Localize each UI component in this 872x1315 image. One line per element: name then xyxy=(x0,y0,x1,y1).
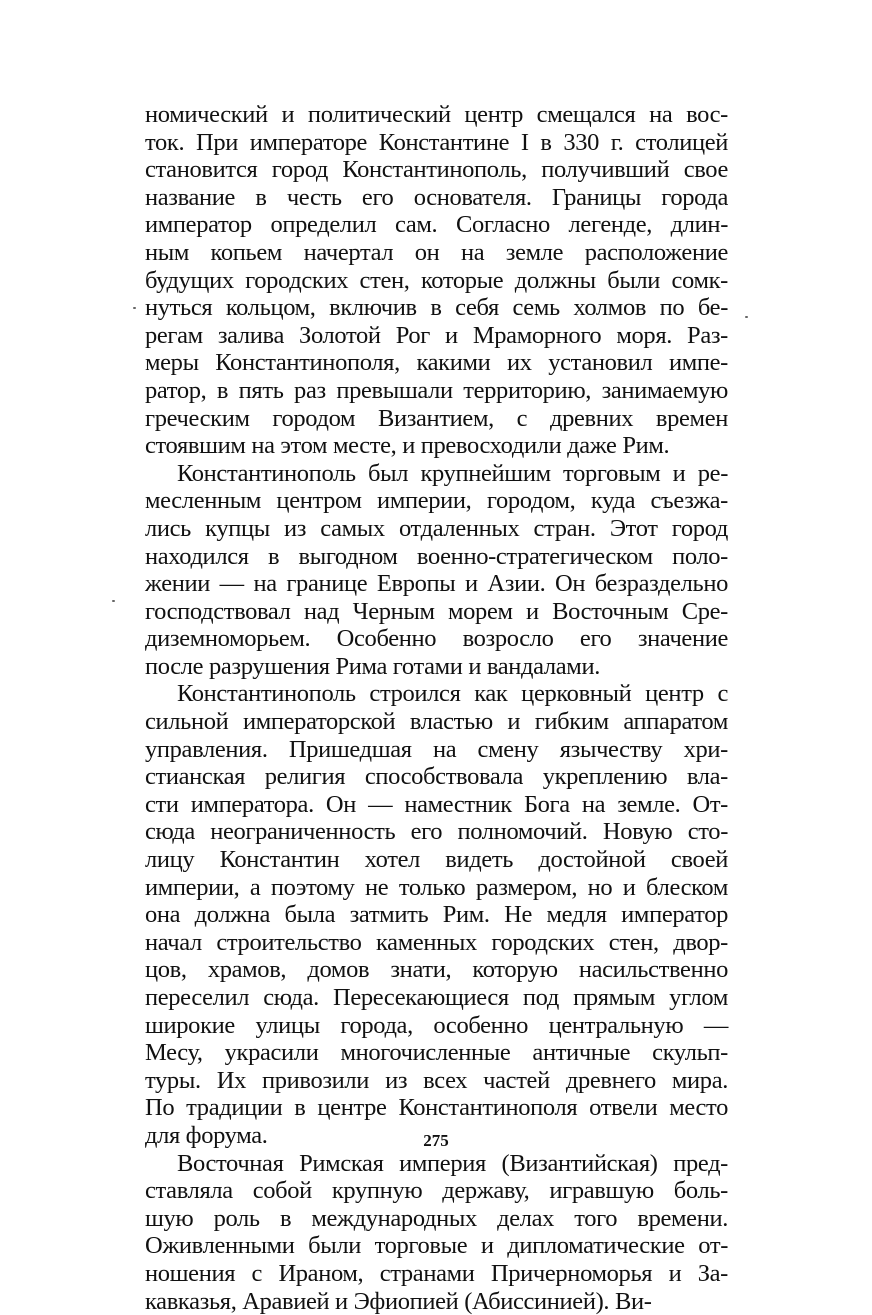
text-line: ратор, в пять раз превышали территорию, занимаемую xyxy=(145,376,728,404)
text-line: греческим городом Византием, с древних времен xyxy=(145,404,728,432)
text-line: господствовал над Черным морем и Восточным Сре- xyxy=(145,597,728,625)
text-line: Константинополь строился как церковный центр с xyxy=(177,680,728,708)
text-line: сильной императорской властью и гибким аппаратом xyxy=(145,708,728,736)
text-line: номический и политический центр смещался на вос- xyxy=(145,101,728,128)
text-line: ставляла собой крупную державу, игравшую боль- xyxy=(145,1177,728,1205)
text-line: По традиции в центре Константинополя отвели место xyxy=(145,1094,728,1122)
text-line: сюда неограниченность его полномочий. Новую сто- xyxy=(145,818,728,846)
text-line: ток. При императоре Константине I в 330 г. столицей xyxy=(145,128,728,156)
paragraph xyxy=(145,460,728,681)
text-line: переселил сюда. Пересекающиеся под прямым углом xyxy=(145,984,728,1011)
text-line: для форума. xyxy=(145,1121,268,1149)
scan-speck xyxy=(112,600,115,602)
text-line: после разрушения Рима готами и вандалами. xyxy=(145,652,600,680)
text-line: Константинополь был крупнейшим торговым и ре- xyxy=(177,459,728,487)
text-line: империи, а поэтому не только размером, но и блеском xyxy=(145,873,728,901)
text-line: меры Константинополя, какими их установил импе- xyxy=(145,349,728,377)
paragraph xyxy=(145,101,728,460)
text-line: нуться кольцом, включив в себя семь холмов по бе- xyxy=(145,294,728,322)
text-line: широкие улицы города, особенно центральную — xyxy=(145,1011,728,1039)
text-line: название в честь его основателя. Границы города xyxy=(145,183,728,211)
text-line: ношения с Ираном, странами Причерноморья и За- xyxy=(145,1259,728,1287)
text-line: диземноморьем. Особенно возросло его значение xyxy=(145,625,728,653)
text-line: кавказья, Аравией и Эфиопией (Абиссинией). Ви- xyxy=(145,1287,652,1315)
text-line: ным копьем начертал он на земле расположение xyxy=(145,238,728,266)
text-line: становится город Константинополь, получивший свое xyxy=(145,156,728,184)
text-line: цов, храмов, домов знати, которую насильственно xyxy=(145,956,728,984)
text-line: лись купцы из самых отдаленных стран. Этот город xyxy=(145,514,728,542)
text-line: лицу Константин хотел видеть достойной своей xyxy=(145,846,728,874)
text-line: она должна была затмить Рим. Не медля император xyxy=(145,901,728,929)
text-line: шую роль в международных делах того времени. xyxy=(145,1204,728,1232)
text-line: сти императора. Он — наместник Бога на земле. От- xyxy=(145,790,728,818)
paragraph xyxy=(145,1150,728,1315)
text-line: стианская религия способствовала укреплению вла- xyxy=(145,763,728,791)
text-line: стоявшим на этом месте, и превосходили даже Рим. xyxy=(145,432,670,460)
text-line: император определил сам. Согласно легенде, длин- xyxy=(145,211,728,239)
scan-speck xyxy=(133,307,136,309)
text-line: Месу, украсили многочисленные античные скульп- xyxy=(145,1039,728,1067)
text-line: Восточная Римская империя (Византийская) пред- xyxy=(177,1149,728,1177)
text-line: месленным центром империи, городом, куда съезжа- xyxy=(145,487,728,515)
scan-speck xyxy=(745,316,748,318)
text-line: Оживленными были торговые и дипломатические от- xyxy=(145,1232,728,1260)
text-line: управления. Пришедшая на смену язычеству хри- xyxy=(145,735,728,763)
paragraph xyxy=(145,680,728,1149)
text-line: будущих городских стен, которые должны были сомк- xyxy=(145,266,728,294)
text-line: регам залива Золотой Рог и Мраморного моря. Раз- xyxy=(145,321,728,349)
text-line: туры. Их привозили из всех частей древнего мира. xyxy=(145,1066,728,1094)
text-line: жении — на границе Европы и Азии. Он безраздельно xyxy=(145,570,728,598)
text-line: начал строительство каменных городских стен, двор- xyxy=(145,928,728,956)
page-number: 275 xyxy=(423,1131,449,1150)
text-line: находился в выгодном военно-стратегическом поло- xyxy=(145,542,728,570)
